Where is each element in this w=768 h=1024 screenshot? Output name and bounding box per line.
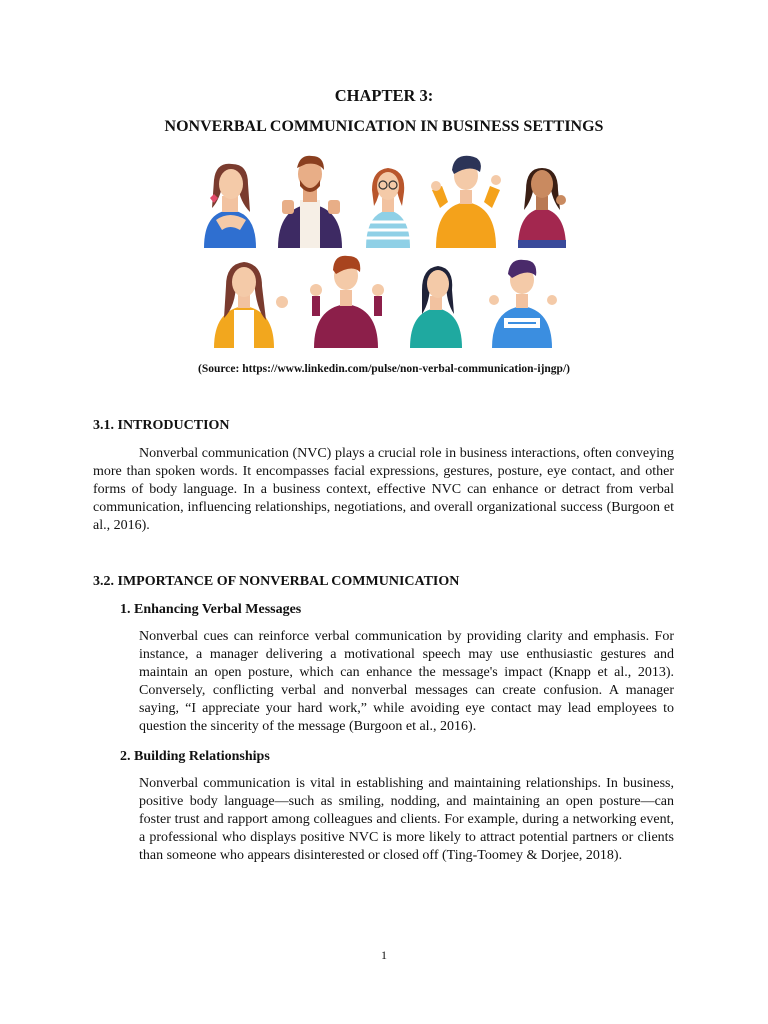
image-source-caption: (Source: https://www.linkedin.com/pulse/non-verbal-communication-ijngp/)	[198, 363, 570, 375]
section-heading-importance: 3.2. IMPORTANCE OF NONVERBAL COMMUNICATION	[93, 574, 460, 589]
chapter-title: NONVERBAL COMMUNICATION IN BUSINESS SETTINGS	[164, 118, 604, 135]
subheading-building-relationships: 2. Building Relationships	[120, 749, 270, 764]
page-number: 1	[381, 948, 387, 962]
chapter-label: CHAPTER 3:	[334, 86, 434, 105]
enhancing-verbal-messages-paragraph: Nonverbal cues can reinforce verbal communication by providing clarity and emphasis. For instance, a manager delivering a motivational speech may use enthusiastic gestures and maintain an open posture, which can enhance the message's impact (Knapp et al., 2013). Conversely, conflicting verbal and nonverbal messages can create confusion. A manager saying, “I appreciate your hard work,” while avoiding eye contact may lead employees to question the sincerity of the message (Burgoon et al., 2016).	[139, 629, 674, 735]
people-gestures-illustration	[196, 150, 572, 355]
building-relationships-paragraph: Nonverbal communication is vital in establishing and maintaining relationships. In business, positive body language—such as smiling, nodding, and maintaining an open posture—can foster trust and rapport among colleagues and clients. For example, during a networking event, a professional who displays positive NVC is more likely to attract potential partners or clients than someone who appears disinterested or closed off (Ting-Toomey & Dorjee, 2018).	[139, 776, 674, 864]
introduction-paragraph: Nonverbal communication (NVC) plays a crucial role in business interactions, often conveying more than spoken words. It encompasses facial expressions, gestures, posture, eye contact, and other forms of body language. In a business context, effective NVC can enhance or detract from verbal communication, influencing relationships, negotiations, and overall organizational success (Burgoon et al., 2016).	[93, 446, 674, 534]
subheading-enhancing-verbal-messages: 1. Enhancing Verbal Messages	[120, 602, 302, 617]
section-heading-introduction: 3.1. INTRODUCTION	[93, 418, 230, 433]
